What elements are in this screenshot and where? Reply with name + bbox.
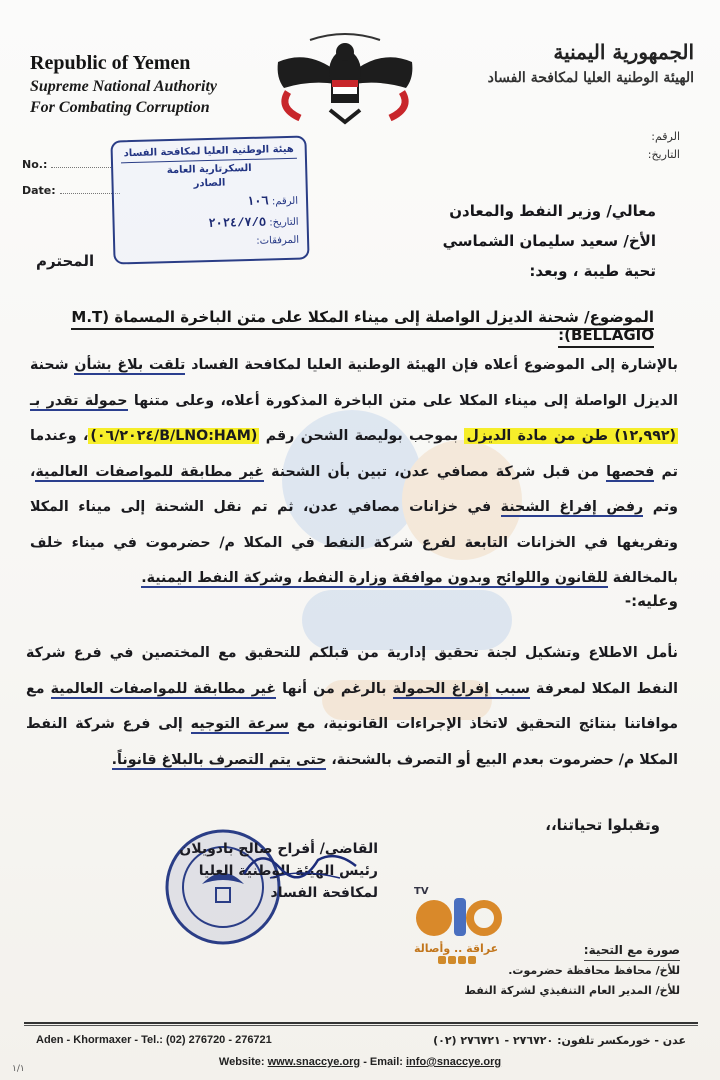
authority-name: Supreme National Authority — [30, 78, 217, 95]
body2-underline-d: حتى يتم التصرف بالبلاغ قانوناً. — [111, 751, 327, 768]
body1-text-a: بالإشارة إلى الموضوع أعلاه فإن الهيئة الوطنية العليا لمكافحة الفساد — [185, 357, 678, 373]
email-label: - Email: — [360, 1056, 403, 1068]
stamp-number-row — [122, 193, 298, 213]
body2-text-d: إلى فرع شركة النفط المكلا م/ حضرموت بعدم البيع أو التصرف بالشحنة، — [26, 716, 678, 768]
body-paragraph-request — [26, 636, 678, 778]
page-number: ١/١ — [12, 1064, 25, 1074]
stamp-authority: هيئة الوطنية العليا لمكافحة الفساد — [121, 144, 297, 164]
body1-text-e: من قبل شركة مصافي عدن، تبين بأن الشحنة — [263, 463, 607, 480]
email-link[interactable]: info@snaccye.org — [406, 1056, 502, 1068]
bill-of-lading-number: (B/LNO:HAM/٠٦/٢٠٢٤) — [90, 428, 258, 444]
stamp-date-label: التاريخ: — [269, 216, 299, 229]
english-letterhead — [30, 52, 270, 117]
tv-label: TV — [414, 886, 429, 897]
english-reference-fields — [22, 152, 120, 204]
body1-underline-c: فحصها — [606, 463, 655, 480]
body1-text-b: شحنة الديزل الواصلة إلى ميناء المكلا على متن الباخرة المذكورة أعلاه، وعلى متنها — [30, 357, 678, 409]
salutation: تحية طيبة ، وبعد: — [529, 262, 656, 280]
body1-underline-a: تلقت بلاغ بشأن — [74, 357, 186, 373]
body1-text-f: ، وتم — [30, 463, 678, 515]
cc-item: للأخ/ المدير العام التنفيذي لشركة النفط — [464, 984, 680, 997]
body1-underline-d: غير مطابقة للمواصفات العالمية — [35, 463, 264, 480]
signatory-title: رئيس الهيئة الوطنية العليا — [198, 863, 378, 879]
country-name: Republic of Yemen — [30, 52, 191, 74]
cc-heading: صورة مع التحية: — [584, 940, 680, 961]
social-icon — [448, 956, 456, 964]
body2-underline-a: سبب إفراغ الحمولة — [392, 680, 530, 697]
arabic-country-name: الجمهورية اليمنية — [553, 40, 694, 64]
footer-web-row — [0, 1056, 720, 1068]
addressee-title: معالي/ وزير النفط والمعادن — [449, 202, 656, 220]
en-no-label: No.: — [22, 158, 48, 171]
stamp-date-value: ٢٠٢٤/٧/٥ — [208, 215, 267, 232]
stamp-outgoing: الصادر — [193, 177, 226, 190]
arabic-letterhead — [444, 40, 694, 86]
body2-underline-b: غير مطابقة للمواصفات العالمية — [50, 680, 277, 697]
closing-greeting: وتقبلوا تحياتنا،، — [545, 816, 660, 834]
footer-english-address: Aden - Khormaxer - Tel.: (02) 276720 - 276721 — [36, 1034, 272, 1046]
yemen-eagle-emblem-icon — [270, 22, 420, 132]
signatory-name: القاضي/ أفراح صالح بادويلان — [179, 841, 378, 857]
body2-text-b: بالرغم من أنها — [276, 680, 393, 697]
body1-underline-e: رفض إفراغ الشحنة — [500, 499, 644, 515]
subject-text: الموضوع/ شحنة الديزل الواصلة إلى ميناء المكلا على متن الباخرة المسماة (M.T BELLAGIO): — [71, 308, 654, 348]
subject-line — [44, 308, 654, 344]
stamp-number-value: ١٠٦ — [246, 194, 269, 210]
footer-divider — [24, 1022, 698, 1024]
stamp-attachments-label: المرفقات: — [256, 234, 300, 247]
therefore-heading: وعليه:- — [624, 592, 678, 610]
handwritten-signature-icon — [240, 844, 360, 884]
authority-purpose: For Combating Corruption — [30, 99, 210, 116]
stamp-number-label: الرقم: — [271, 195, 299, 208]
body2-underline-c: سرعة التوجيه — [190, 716, 289, 732]
en-date-label: Date: — [22, 184, 56, 197]
channel-slogan: عراقة .. وأصالة — [414, 942, 499, 955]
stamp-attachments-row — [123, 235, 299, 251]
footer-contact-row — [36, 1034, 686, 1052]
website-label: Website: — [218, 1056, 265, 1068]
social-icon — [438, 956, 446, 964]
outgoing-register-stamp — [110, 135, 309, 264]
stamp-secretariat: السكرتارية العامة — [166, 162, 252, 177]
cc-item: للأخ/ محافظ محافظة حضرموت. — [508, 964, 680, 977]
website-link[interactable]: www.snaccye.org — [267, 1056, 361, 1068]
body1-underline-f: للقانون واللوائح وبدون موافقة وزارة النفط، وشركة النفط اليمنية. — [141, 570, 608, 586]
addressee-name: الأخ/ سعيد سليمان الشماسي — [442, 232, 656, 250]
body1-text-g: في خزانات مصافي عدن، ثم تم نقل الشحنة إلى ميناء المكلا وتفريغها في الخزانات التابعة لفرع شركة النفط في المكلا م/ حضرموت في ميناء خلف بالمخالفة — [30, 499, 678, 586]
stamp-date-row — [122, 214, 298, 234]
arabic-date-label: التاريخ: — [647, 148, 680, 161]
highlighted-quantity: (١٢,٩٩٢) طن من مادة الديزل — [466, 428, 676, 444]
body1-text-d: ، وعندما تم — [30, 428, 678, 480]
body-paragraph-report — [30, 348, 678, 597]
respected-label: المحترم — [36, 252, 95, 270]
body1-underline-b: حمولة تقدر بـ — [30, 392, 128, 409]
arabic-authority-name: الهيئة الوطنية العليا لمكافحة الفساد — [487, 70, 694, 86]
arabic-ref-label: الرقم: — [651, 130, 680, 143]
addressee-block — [443, 196, 656, 286]
copies-to-list — [464, 940, 680, 1001]
arabic-reference-fields — [648, 128, 680, 164]
footer-divider-thin — [24, 1025, 698, 1026]
body2-text-a: نأمل الاطلاع وتشكيل لجنة تحقيق إدارية من قبلكم للتحقيق مع المختصين في فرع شركة النفط المكلا لمعرفة — [26, 645, 678, 697]
footer-arabic-address: عدن - خورمكسر تلفون: ٢٧٦٧٢٠ - ٢٧٦٧٢١ (٠٢) — [433, 1034, 686, 1047]
signatory-title-cont: لمكافحة الفساد — [270, 885, 378, 901]
body2-text-c: مع موافاتنا بنتائج التحقيق لاتخاذ الإجراءات القانونية، مع — [26, 680, 678, 732]
body1-text-c: بموجب بوليصة الشحن رقم — [259, 428, 465, 444]
